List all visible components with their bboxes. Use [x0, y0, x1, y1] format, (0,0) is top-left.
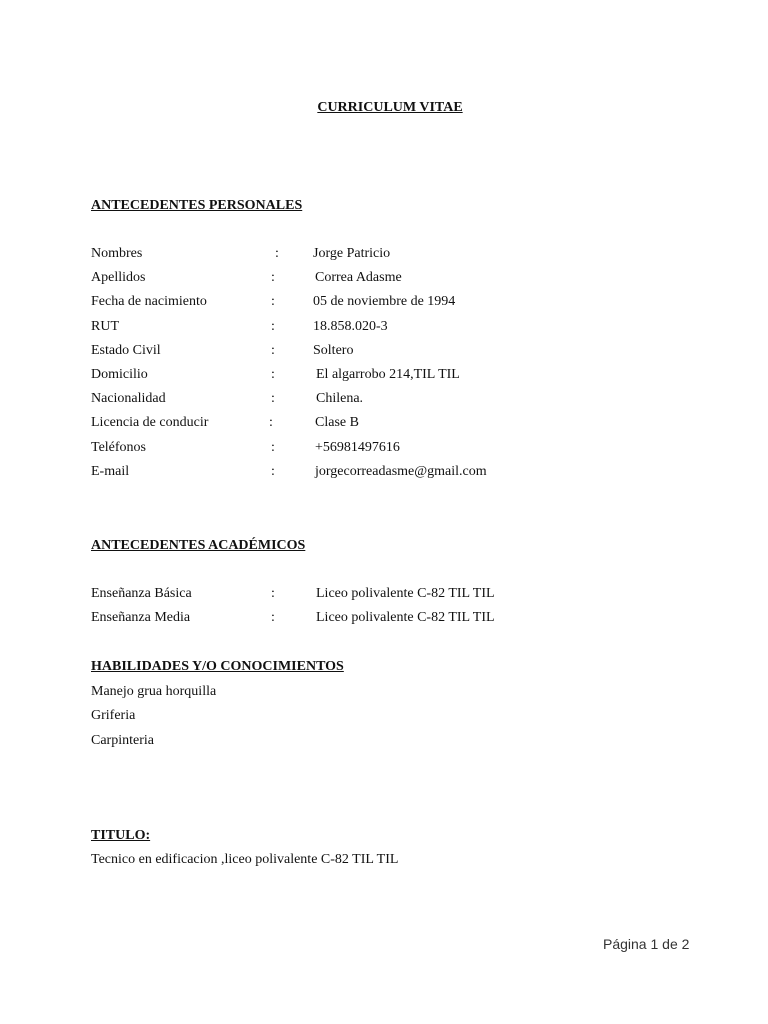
- field-colon: :: [271, 464, 275, 479]
- field-colon: :: [271, 440, 275, 455]
- field-label: Domicilio: [91, 367, 148, 382]
- field-value: 05 de noviembre de 1994: [313, 294, 456, 309]
- field-colon: :: [271, 610, 275, 625]
- field-colon: :: [271, 367, 275, 382]
- field-row-nacionalidad: [0, 391, 768, 411]
- field-value: El algarrobo 214,TIL TIL: [316, 367, 460, 382]
- field-label: Enseñanza Básica: [91, 586, 192, 601]
- field-colon: :: [269, 415, 273, 430]
- page-title: CURRICULUM VITAE: [317, 100, 463, 115]
- field-value: Jorge Patricio: [313, 246, 391, 261]
- field-row-rut: [0, 319, 768, 339]
- academic-heading: ANTECEDENTES ACADÉMICOS: [91, 538, 306, 553]
- field-colon: :: [271, 391, 275, 406]
- skills-heading: HABILIDADES Y/O CONOCIMIENTOS: [91, 659, 344, 674]
- page-number: Página 1 de 2: [603, 936, 690, 952]
- personal-heading: ANTECEDENTES PERSONALES: [91, 198, 303, 213]
- field-row-ensenanza-basica: [0, 586, 768, 606]
- field-value: Correa Adasme: [315, 270, 402, 285]
- field-label: Fecha de nacimiento: [91, 294, 207, 309]
- field-row-apellidos: [0, 270, 768, 290]
- field-colon: :: [271, 343, 275, 358]
- field-label: Licencia de conducir: [91, 415, 209, 430]
- degree-text: Tecnico en edificacion ,liceo polivalente C-82 TIL TIL: [91, 852, 399, 867]
- field-colon: :: [271, 319, 275, 334]
- field-row-email: [0, 464, 768, 484]
- field-value: Chilena.: [316, 391, 364, 406]
- field-colon: :: [271, 294, 275, 309]
- field-label: Nombres: [91, 246, 143, 261]
- field-value: Liceo polivalente C-82 TIL TIL: [316, 586, 495, 601]
- field-row-ensenanza-media: [0, 610, 768, 630]
- field-row-telefonos: [0, 440, 768, 460]
- field-label: Enseñanza Media: [91, 610, 191, 625]
- field-label: Nacionalidad: [91, 391, 166, 406]
- field-label: Apellidos: [91, 270, 146, 285]
- field-label: E-mail: [91, 464, 130, 479]
- degree-heading: TITULO:: [91, 828, 151, 843]
- field-row-nombres: [0, 246, 768, 266]
- email-value: jorgecorreadasme@gmail.com: [315, 464, 487, 479]
- field-row-licencia: [0, 415, 768, 435]
- field-value: Soltero: [313, 343, 354, 358]
- field-label: Estado Civil: [91, 343, 161, 358]
- field-row-domicilio: [0, 367, 768, 387]
- field-colon: :: [275, 246, 279, 261]
- field-row-fecha-nacimiento: [0, 294, 768, 314]
- list-item: Carpinteria: [91, 733, 154, 748]
- field-value: Liceo polivalente C-82 TIL TIL: [316, 610, 495, 625]
- field-label: Teléfonos: [91, 440, 147, 455]
- field-value: +56981497616: [315, 440, 400, 455]
- list-item: Manejo grua horquilla: [91, 684, 217, 699]
- list-item: Griferia: [91, 708, 136, 723]
- field-colon: :: [271, 270, 275, 285]
- field-label: RUT: [91, 319, 119, 334]
- field-colon: :: [271, 586, 275, 601]
- field-value: Clase B: [315, 415, 359, 430]
- field-row-estado-civil: [0, 343, 768, 363]
- field-value: 18.858.020-3: [313, 319, 388, 334]
